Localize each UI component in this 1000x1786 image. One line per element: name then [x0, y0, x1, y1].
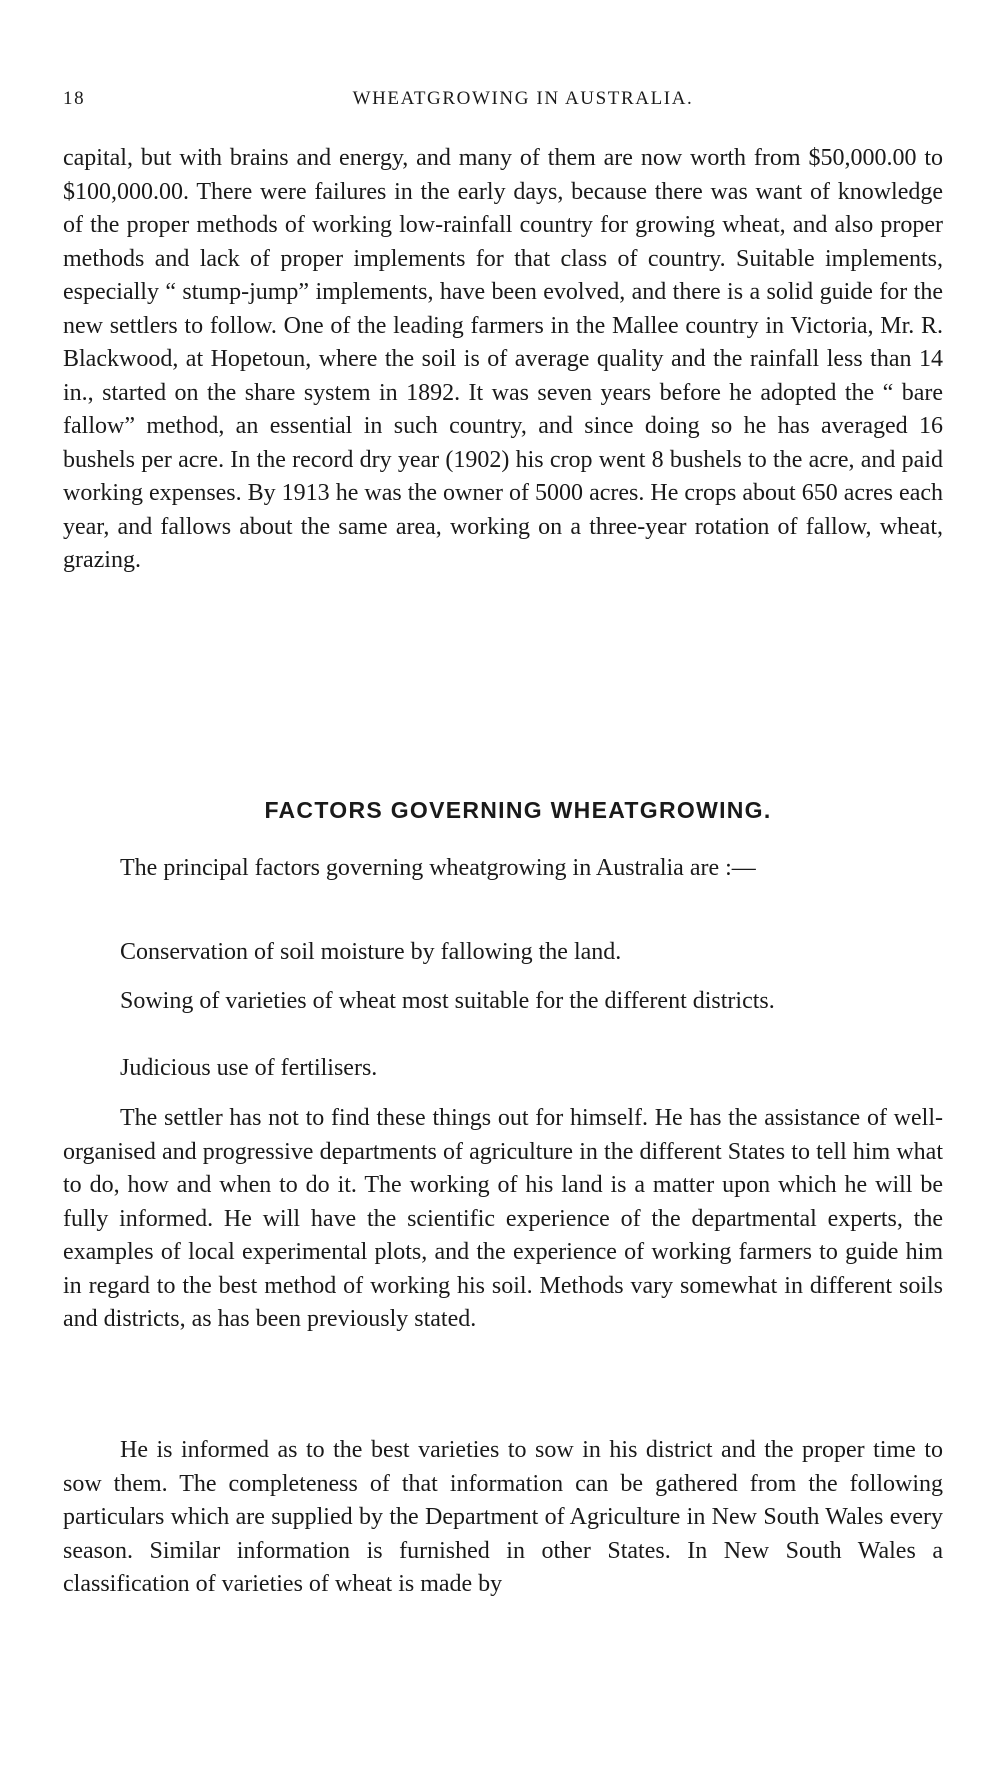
- paragraph-varieties-information: He is informed as to the best varieties to sow in his district and the proper time to sow them. The completeness of that information can be gathered from the following particulars which are supplied by the Department of Agriculture in New South Wales every season. Similar information is furnished in other States. In New South Wales a classification of varieties of wheat is made by: [63, 1437, 943, 1597]
- paragraph-factor-fertilisers: Judicious use of fertilisers.: [120, 1055, 378, 1081]
- paragraph-principal-factors: The principal factors governing wheatgrowing in Australia are :—: [120, 855, 756, 881]
- running-head: [63, 88, 943, 118]
- paragraph-factor-varieties: Sowing of varieties of wheat most suitable for the different districts.: [120, 988, 775, 1014]
- paragraph-factor-conservation: Conservation of soil moisture by fallowing the land.: [120, 939, 622, 965]
- running-title: WHEATGROWING IN AUSTRALIA.: [352, 88, 694, 109]
- paragraph-settler-assistance: The settler has not to find these things out for himself. He has the assistance of well-organised and progressive departments of agriculture in the different States to tell him what to do, how and when to do it. The working of his land is a matter upon which he will be fully informed. He will have the scientific experience of the departmental experts, the examples of local experimental plots, and the experience of working farmers to guide him in regard to the best method of working his soil. Methods vary somewhat in different soils and districts, as has been previously stated.: [63, 1105, 943, 1332]
- section-heading: FACTORS GOVERNING WHEATGROWING.: [264, 797, 772, 823]
- page-number: 18: [63, 88, 86, 109]
- paragraph-capital: capital, but with brains and energy, and many of them are now worth from $50,000.00 to $100,000.00. There were failures in the early days, because there was want of knowledge of the proper methods of working low-rainfall country for growing wheat, and also proper methods and lack of proper implements for that class of country. Suitable implements, especially “ stump-jump” implements, have been evolved, and there is a solid guide for the new settlers to follow. One of the leading farmers in the Mallee country in Victoria, Mr. R. Blackwood, at Hopetoun, where the soil is of average quality and the rainfall less than 14 in., started on the share system in 1892. It was seven years before he adopted the “ bare fallow” method, an essential in such country, and since doing so he has averaged 16 bushels per acre. In the record dry year (1902) his crop went 8 bushels to the acre, and paid working expenses. By 1913 he was the owner of 5000 acres. He crops about 650 acres each year, and fallows about the same area, working on a three-year rotation of fallow, wheat, grazing.: [63, 145, 943, 573]
